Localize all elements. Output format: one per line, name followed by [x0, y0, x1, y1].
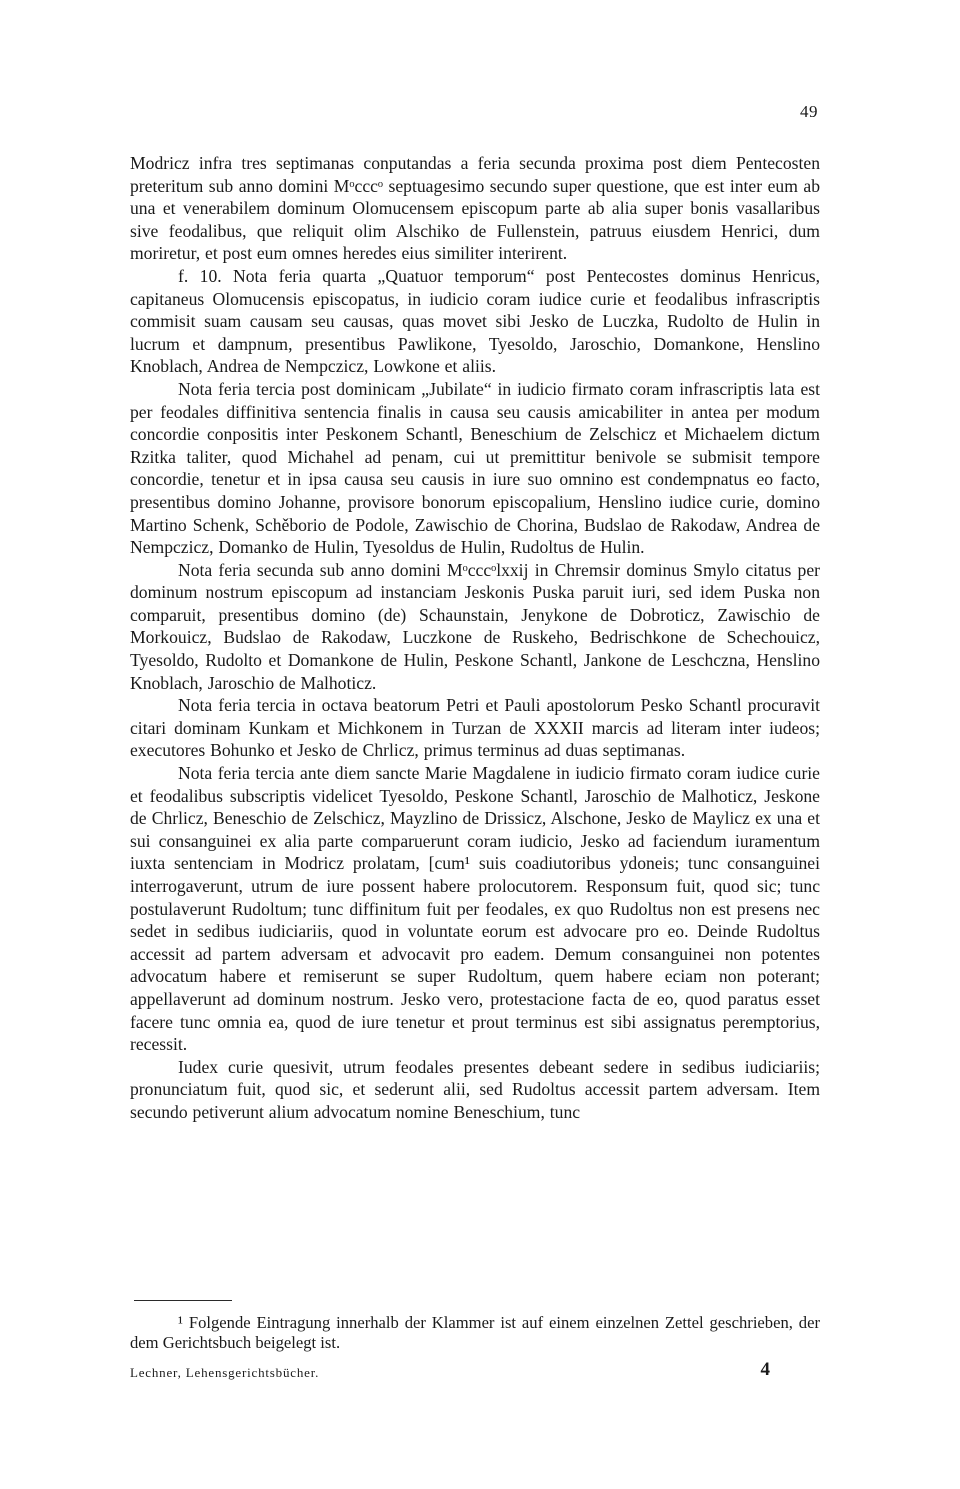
footnote-divider — [134, 1300, 232, 1301]
paragraph-5: Nota feria tercia in octava beatorum Petri et Pauli apostolorum Pesko Schantl procuravit citari dominam Kunkam et Michkonem in Turzan de XXXII marcis ad literam inter iudeos; executores Bohunko et Jesko de Chrlicz, primus terminus ad duas septimanas. — [130, 695, 820, 761]
paragraph-1: Modricz infra tres septimanas conputandas a feria secunda proxima post diem Pentecosten preteritum sub anno domini Mᵒcccᵒ septuagesimo secundo super questione, que est inter eum ab una et venerabilem dominum Olomucensem episcopum parte ab alia super bonis vasallaribus sive feodalibus, que reliquit olim Alschiko de Fullenstein, patruus eiusdem Henrici, dum moriretur, et post eum omnes heredes eius similiter interirent. — [130, 153, 820, 264]
footer-author-title: Lechner, Lehensgerichtsbücher. — [130, 1365, 320, 1380]
footer-sheet-number: 4 — [760, 1359, 770, 1380]
paragraph-2: f. 10. Nota feria quarta „Quatuor temporum“ post Pentecostes dominus Henricus, capitaneus Olomucensis episcopatus, in iudicio coram iudice curie et feodalibus infrascriptis commisit suam causam seu causas, quas movet sibi Jesko de Luczka, Rudolto de Hulin in lucrum et dampnum, presentibus Pawlikone, Tyesoldo, Jaroschio, Domankone, Henslino Knoblach, Andrea de Nempczicz, Lowkone et aliis. — [130, 265, 820, 377]
paragraph-4: Nota feria secunda sub anno domini Mᵒcccᵒlxxij in Chremsir dominus Smylo citatus per dominum nostrum episcopum ad instanciam Jeskonis Puska paruit iuri, sed idem Puska non comparuit, presentibus domino (de) Schaunstain, Jenykone de Dobroticz, Zawischio de Morkouicz, Budslao de Rakodaw, Luczkone de Ruskeho, Bedrischkone de Schechouicz, Tyesoldo, Rudolto et Domankone de Hulin, Peskone Schantl, Jankone de Leschczna, Henslino Knoblach, Jaroschio de Malhoticz. — [130, 559, 820, 693]
paragraph-7: Iudex curie quesivit, utrum feodales presentes debeant sedere in sedibus iudiciariis; pronunciatum fuit, quod sic, et sederunt alii, sed Rudoltus accessit partem adversam. Item secundo petiverunt alium advocatum nomine Beneschium, tunc — [130, 1056, 820, 1122]
body-text — [130, 152, 820, 1124]
page-number: 49 — [800, 102, 818, 121]
page-footer — [130, 1359, 770, 1389]
paragraph-3: Nota feria tercia post dominicam „Jubilate“ in iudicio firmato coram infrascriptis lata est per feodales diffinitiva sentencia finalis in causa seu causis amicabiliter in antea per modum concordie conpositis inter Peskonem Schantl, Beneschium de Zelschicz et Michaelem dictum Rzitka taliter, quod Michahel ad penam, cui ut premittitur benivole se submisit tempore concordie, tenetur et in ipsa causa seu causis in iure suo omnino est condempnatus eo facto, presentibus domino Johanne, provisore bonorum episcopalium, Henslino iudice curie, domino Martino Schenk, Schěborio de Podole, Zawischio de Chorina, Budslao de Rakodaw, Andrea de Nempczicz, Domanko de Hulin, Tyesoldus de Hulin, Rudoltus de Hulin. — [130, 378, 820, 558]
footnote: ¹ Folgende Eintragung innerhalb der Klammer ist auf einem einzelnen Zettel geschrieben, der dem Gerichtsbuch beigelegt ist. — [130, 1313, 820, 1352]
paragraph-6: Nota feria tercia ante diem sancte Marie Magdalene in iudicio firmato coram iudice curie et feodalibus subscriptis videlicet Tyesoldo, Peskone Schantl, Jaroschio de Malhoticz, Jeskone de Chrlicz, Beneschio de Zelschicz, Mayzlino de Drissicz, Alschone, Jesko de Maylicz ex una et sui consanguinei ex alia parte comparuerunt coram iudicio, Jesko ad faciendum iuramentum iuxta sentenciam in Modricz prolatam, [cum¹ suis coadiutoribus ydoneis; tunc consanguinei interrogaverunt, utrum de iure possent habere prolocutorem. Responsum fuit, quod sic; tunc postulaverunt Rudoltum; tunc diffinitum fuit per feodales, ex quo Rudoltus non est presens nec sedet in sedibus iudiciariis, quod in voluntate eorum est advocare pro eo. Deinde Rudoltus accessit ad partem adversam et advocavit pro eadem. Demum consanguinei non potentes advocatum habere et remiserunt se super Rudoltum, quem habere eciam non poterant; appellaverunt ad dominum nostrum. Jesko vero, protestacione facta de eo, quod paratus esset facere tunc omnia ea, quod de iure tenetur et prout terminus est sibi assignatus peremptorius, recessit. — [130, 763, 820, 1055]
